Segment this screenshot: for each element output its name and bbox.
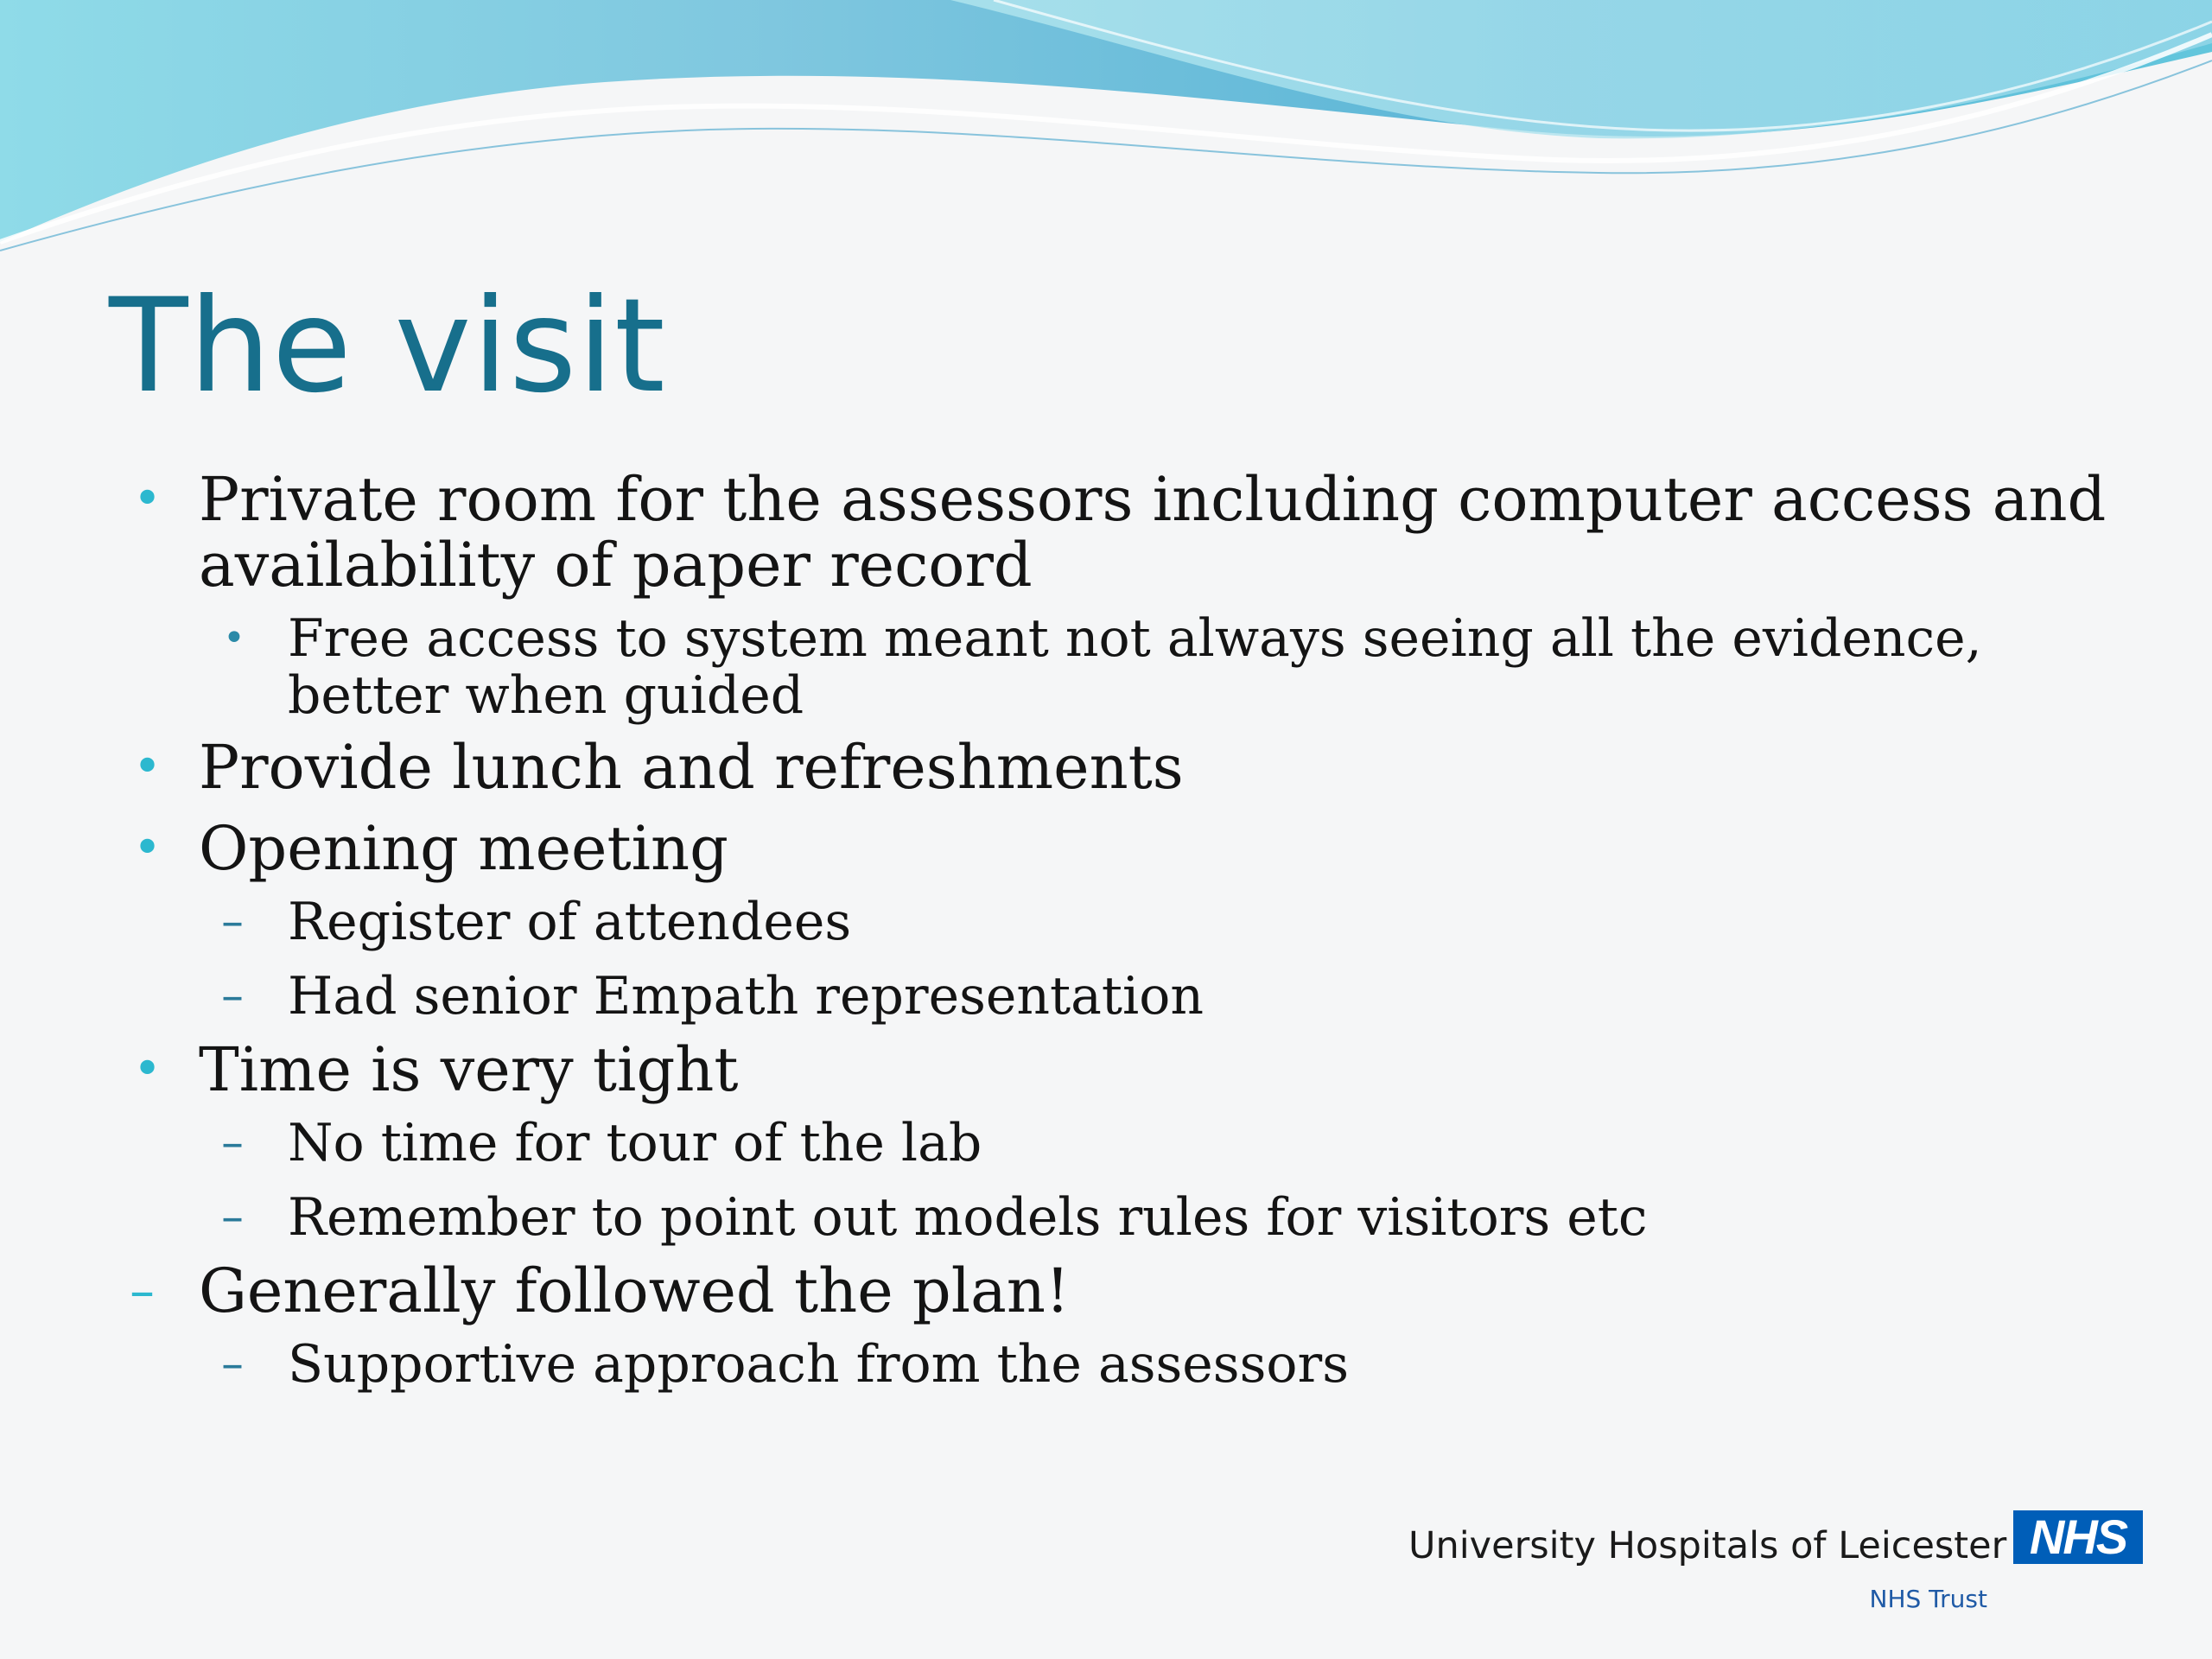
dash-marker: – [221,896,244,948]
list-item-text: Had senior Empath representation [288,966,1204,1027]
list-item-text: Free access to system meant not always seeing all the evidence, better when guided [288,608,1982,726]
list-item-text: Remember to point out models rules for visitors etc [288,1187,1648,1248]
list-item [130,1034,2117,1105]
bullet-marker: • [133,1041,162,1097]
list-item [130,1336,2117,1393]
nhs-logo-icon [2013,1510,2143,1564]
bullet-list [130,464,2117,1395]
dash-marker: – [221,970,244,1022]
list-item-text: Register of attendees [288,892,852,952]
bullet-marker: • [133,739,162,795]
dash-marker: – [130,1262,155,1320]
list-item [130,813,2117,884]
list-item-text: Opening meeting [199,813,728,884]
organisation-logo [1408,1503,2169,1616]
slide-title: The visit [109,271,666,422]
list-item [130,464,2117,601]
list-item-text: No time for tour of the lab [288,1113,982,1173]
dash-marker: – [221,1338,244,1390]
list-item-text: Provide lunch and refreshments [199,732,1184,803]
list-item [130,732,2117,803]
svg-text:NHS: NHS [2029,1510,2127,1564]
list-item-text: Private room for the assessors including computer access and availability of paper record [199,464,2107,601]
list-item [130,968,2117,1025]
list-item [130,1115,2117,1172]
bullet-marker: • [223,616,245,660]
list-item-text: Time is very tight [199,1034,739,1105]
list-item [130,1255,2117,1326]
dash-marker: – [221,1117,244,1169]
bullet-marker: • [133,820,162,876]
organisation-subtitle: NHS Trust [1869,1585,1987,1613]
dash-marker: – [221,1192,244,1243]
organisation-name: University Hospitals of Leicester [1408,1524,2007,1567]
bullet-marker: • [133,471,162,527]
list-item-text: Supportive approach from the assessors [288,1334,1349,1395]
list-item [130,1189,2117,1246]
list-item-text: Generally followed the plan! [199,1255,1071,1326]
header-wave-decoration [0,0,2212,259]
list-item [130,893,2117,950]
list-item [130,610,2117,724]
